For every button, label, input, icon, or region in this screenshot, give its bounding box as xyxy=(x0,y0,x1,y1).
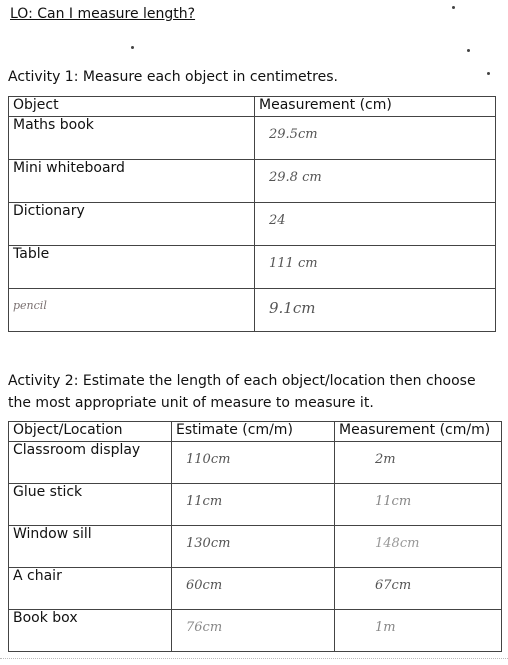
table-row xyxy=(9,442,502,484)
estimate-cell xyxy=(172,568,335,610)
column-header-object-location: Object/Location xyxy=(9,422,172,442)
estimate-cell xyxy=(172,484,335,526)
object-cell: Window sill xyxy=(9,526,172,568)
table-row xyxy=(9,610,502,652)
measurement-cell xyxy=(335,484,502,526)
handwritten-estimate: 130cm xyxy=(186,536,231,551)
object-cell: Mini whiteboard xyxy=(9,160,255,203)
table-header-row xyxy=(9,97,496,117)
object-cell: A chair xyxy=(9,568,172,610)
estimate-cell xyxy=(172,526,335,568)
measurement-cell xyxy=(255,160,496,203)
table-row xyxy=(9,526,502,568)
handwritten-object: pencil xyxy=(13,299,47,312)
table-row xyxy=(9,203,496,246)
estimate-cell xyxy=(172,442,335,484)
column-header-estimate: Estimate (cm/m) xyxy=(172,422,335,442)
measurement-cell xyxy=(255,117,496,160)
object-cell: Maths book xyxy=(9,117,255,160)
table-row xyxy=(9,484,502,526)
object-cell: Dictionary xyxy=(9,203,255,246)
handwritten-value: 148cm xyxy=(375,536,420,551)
object-cell: Classroom display xyxy=(9,442,172,484)
handwritten-estimate: 11cm xyxy=(186,494,223,509)
object-cell: Glue stick xyxy=(9,484,172,526)
handwritten-estimate: 110cm xyxy=(186,452,231,467)
handwritten-value: 11cm xyxy=(375,494,412,509)
column-header-object: Object xyxy=(9,97,255,117)
column-header-measurement: Measurement (cm) xyxy=(255,97,496,117)
table-header-row xyxy=(9,422,502,442)
measurement-cell xyxy=(335,610,502,652)
table-row xyxy=(9,246,496,289)
table-row xyxy=(9,568,502,610)
column-header-measurement: Measurement (cm/m) xyxy=(335,422,502,442)
measurement-cell xyxy=(335,568,502,610)
handwritten-value: 9.1cm xyxy=(269,299,316,317)
measurement-cell xyxy=(255,289,496,332)
bottom-ruler-ticks xyxy=(0,658,508,665)
handwritten-value: 111 cm xyxy=(269,256,318,271)
measurement-cell xyxy=(335,442,502,484)
measurement-cell xyxy=(255,246,496,289)
handwritten-value: 24 xyxy=(269,213,286,228)
object-cell xyxy=(9,289,255,332)
handwritten-estimate: 76cm xyxy=(186,620,223,635)
measurement-cell xyxy=(255,203,496,246)
scan-speck xyxy=(131,46,134,49)
handwritten-value: 29.5cm xyxy=(269,127,318,142)
activity-2-instruction-line-2: the most appropriate unit of measure to measure it. xyxy=(8,395,374,411)
object-cell: Book box xyxy=(9,610,172,652)
scan-speck xyxy=(487,72,490,75)
handwritten-value: 29.8 cm xyxy=(269,170,322,185)
table-row xyxy=(9,117,496,160)
activity-2-table xyxy=(8,421,502,652)
table-row xyxy=(9,289,496,332)
scan-speck xyxy=(467,49,470,52)
handwritten-value: 2m xyxy=(375,452,396,467)
object-cell: Table xyxy=(9,246,255,289)
lesson-objective: LO: Can I measure length? xyxy=(10,6,196,22)
activity-2-instruction-line-1: Activity 2: Estimate the length of each object/location then choose xyxy=(8,373,476,389)
measurement-cell xyxy=(335,526,502,568)
activity-1-instruction: Activity 1: Measure each object in centimetres. xyxy=(8,69,338,85)
scan-speck xyxy=(452,6,455,9)
estimate-cell xyxy=(172,610,335,652)
handwritten-value: 1m xyxy=(375,620,396,635)
activity-1-table xyxy=(8,96,496,332)
table-row xyxy=(9,160,496,203)
handwritten-estimate: 60cm xyxy=(186,578,223,593)
handwritten-value: 67cm xyxy=(375,578,412,593)
